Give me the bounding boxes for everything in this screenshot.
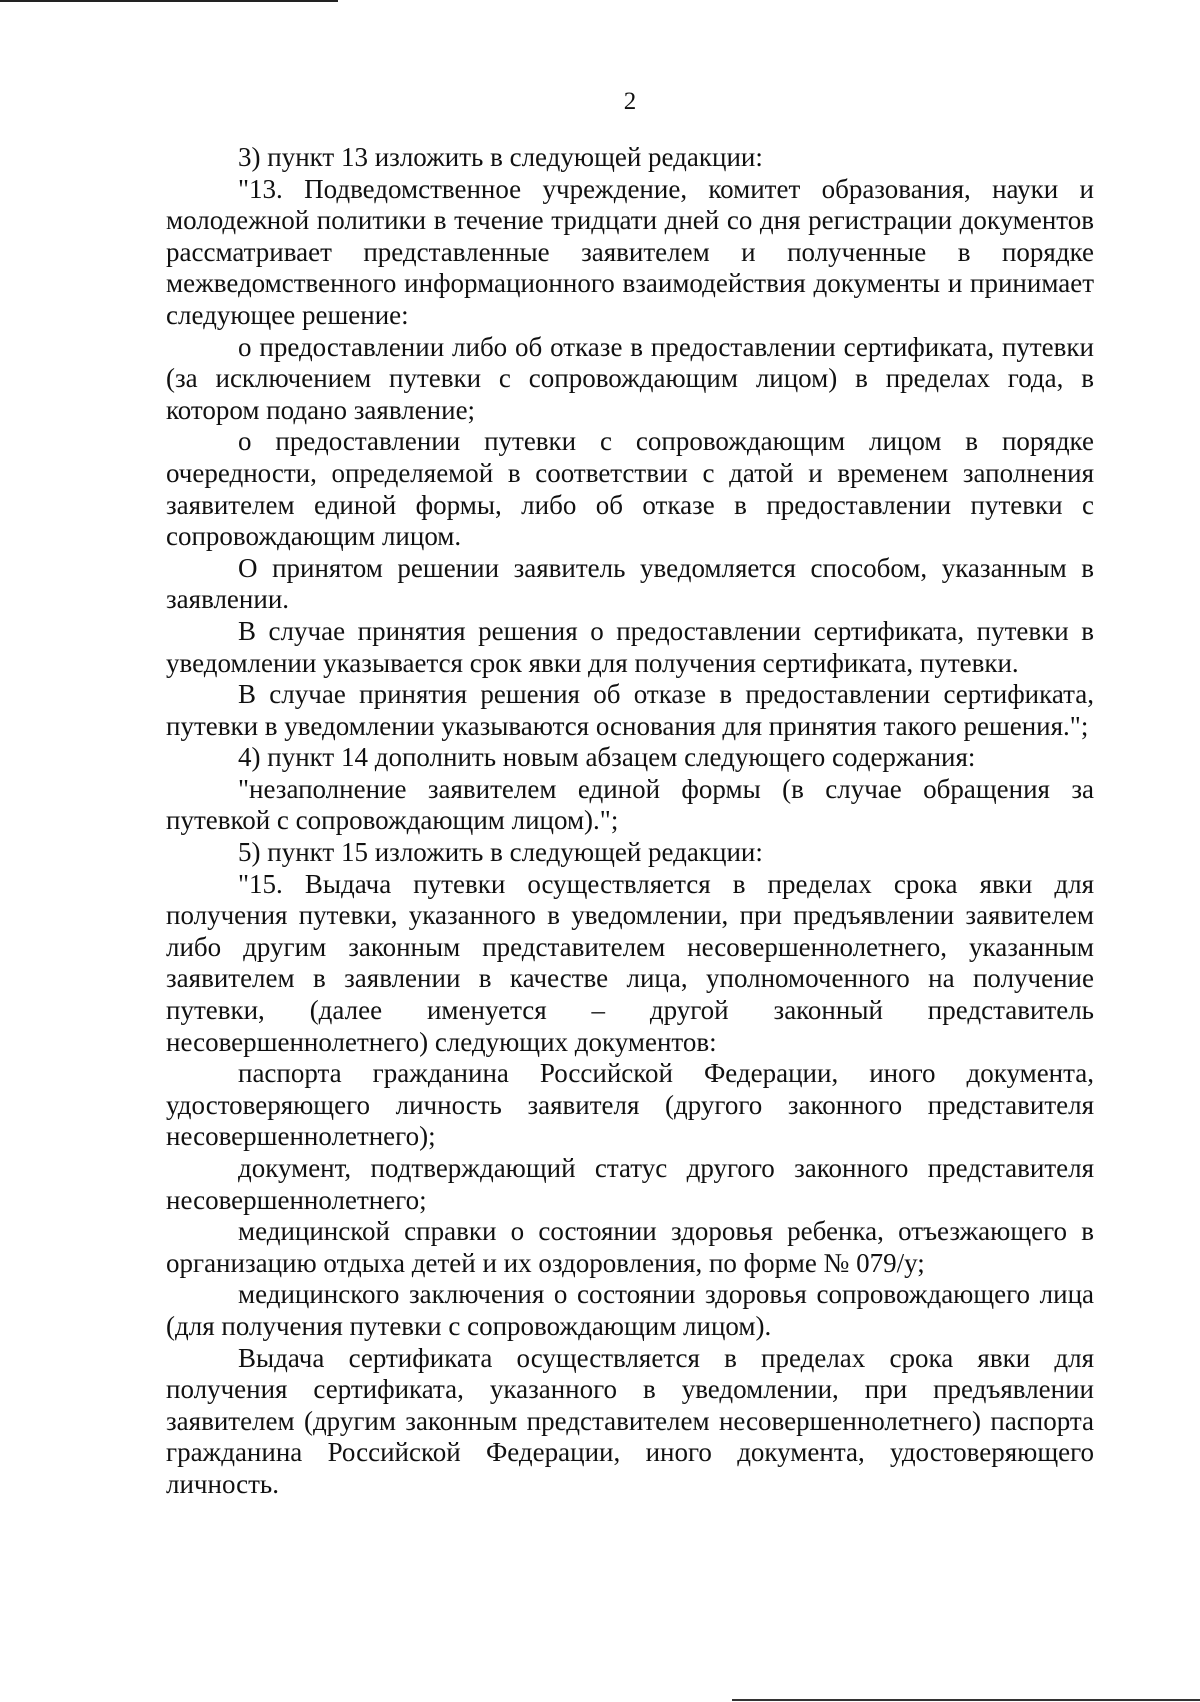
paragraph-item-4-intro: 4) пункт 14 дополнить новым абзацем следующего содержания: (238, 742, 976, 773)
paragraph-refusal-notice: В случае принятия решения об отказе в предоставлении сертификата, путевки в уведомлении указываются основания для принятия такого решения."; (166, 679, 1094, 741)
scan-edge-top (0, 0, 338, 2)
paragraph-item-3-intro: 3) пункт 13 изложить в следующей редакции: (238, 142, 763, 172)
paragraph-certificate-issue: Выдача сертификата осуществляется в пределах срока явки для получения сертификата, указанного в уведомлении, при предъявлении заявителем (другим законным представителем несовершеннолетнего) паспорта гражданина Российской Федерации, иного документа, удостоверяющего личность. (166, 1342, 1094, 1499)
paragraph-medical-conclusion: медицинского заключения о состоянии здоровья сопровождающего лица (для получения путевки с сопровождающим лицом). (166, 1279, 1094, 1341)
paragraph-new-clause: "незаполнение заявителем единой формы (в случае обращения за путевкой с сопровождающим лицом)."; (166, 773, 1094, 836)
paragraph-approval-notice: В случае принятия решения о предоставлении сертификата, путевки в уведомлении указывается срок явки для получения сертификата, путевки. (166, 615, 1094, 678)
paragraph-item-5-intro: 5) пункт 15 изложить в следующей редакции: (238, 837, 763, 868)
paragraph-decision-certificate: о предоставлении либо об отказе в предоставлении сертификата, путевки (за исключением путевки с сопровождающим лицом) в пределах года, в котором подано заявление; (166, 331, 1094, 425)
document-body (166, 142, 1094, 1501)
paragraph-medical-certificate: медицинской справки о состоянии здоровья ребенка, отъезжающего в организацию отдыха детей и их оздоровления, по форме № 079/у; (166, 1216, 1094, 1278)
paragraph-point-15: "15. Выдача путевки осуществляется в пределах срока явки для получения путевки, указанного в уведомлении, при предъявлении заявителем либо другим законным представителем несовершеннолетнего, указанным заявителем в заявлении в качестве лица, уполномоченного на получение путевки, (далее именуется – другой законный представитель несовершеннолетнего) следующих документов: (166, 868, 1094, 1057)
scan-edge-bottom (732, 1699, 1200, 1701)
paragraph-point-13: "13. Подведомственное учреждение, комитет образования, науки и молодежной политики в течение тридцати дней со дня регистрации документов рассматривает представленные заявителем и полученные в порядке межведомственного информационного взаимодействия документы и принимает следующее решение: (166, 173, 1094, 330)
paragraph-decision-escort: о предоставлении путевки с сопровождающим лицом в порядке очередности, определяемой в соответствии с датой и временем заполнения заявителем единой формы, либо об отказе в предоставлении путевки с сопровождающим лицом. (166, 426, 1094, 552)
page-number: 2 (623, 88, 637, 115)
paragraph-notification-method: О принятом решении заявитель уведомляется способом, указанным в заявлении. (166, 552, 1094, 615)
paragraph-status-document: документ, подтверждающий статус другого законного представителя несовершеннолетнего; (166, 1153, 1094, 1215)
paragraph-passport: паспорта гражданина Российской Федерации, иного документа, удостоверяющего личность заявителя (другого законного представителя несовершеннолетнего); (166, 1058, 1094, 1152)
